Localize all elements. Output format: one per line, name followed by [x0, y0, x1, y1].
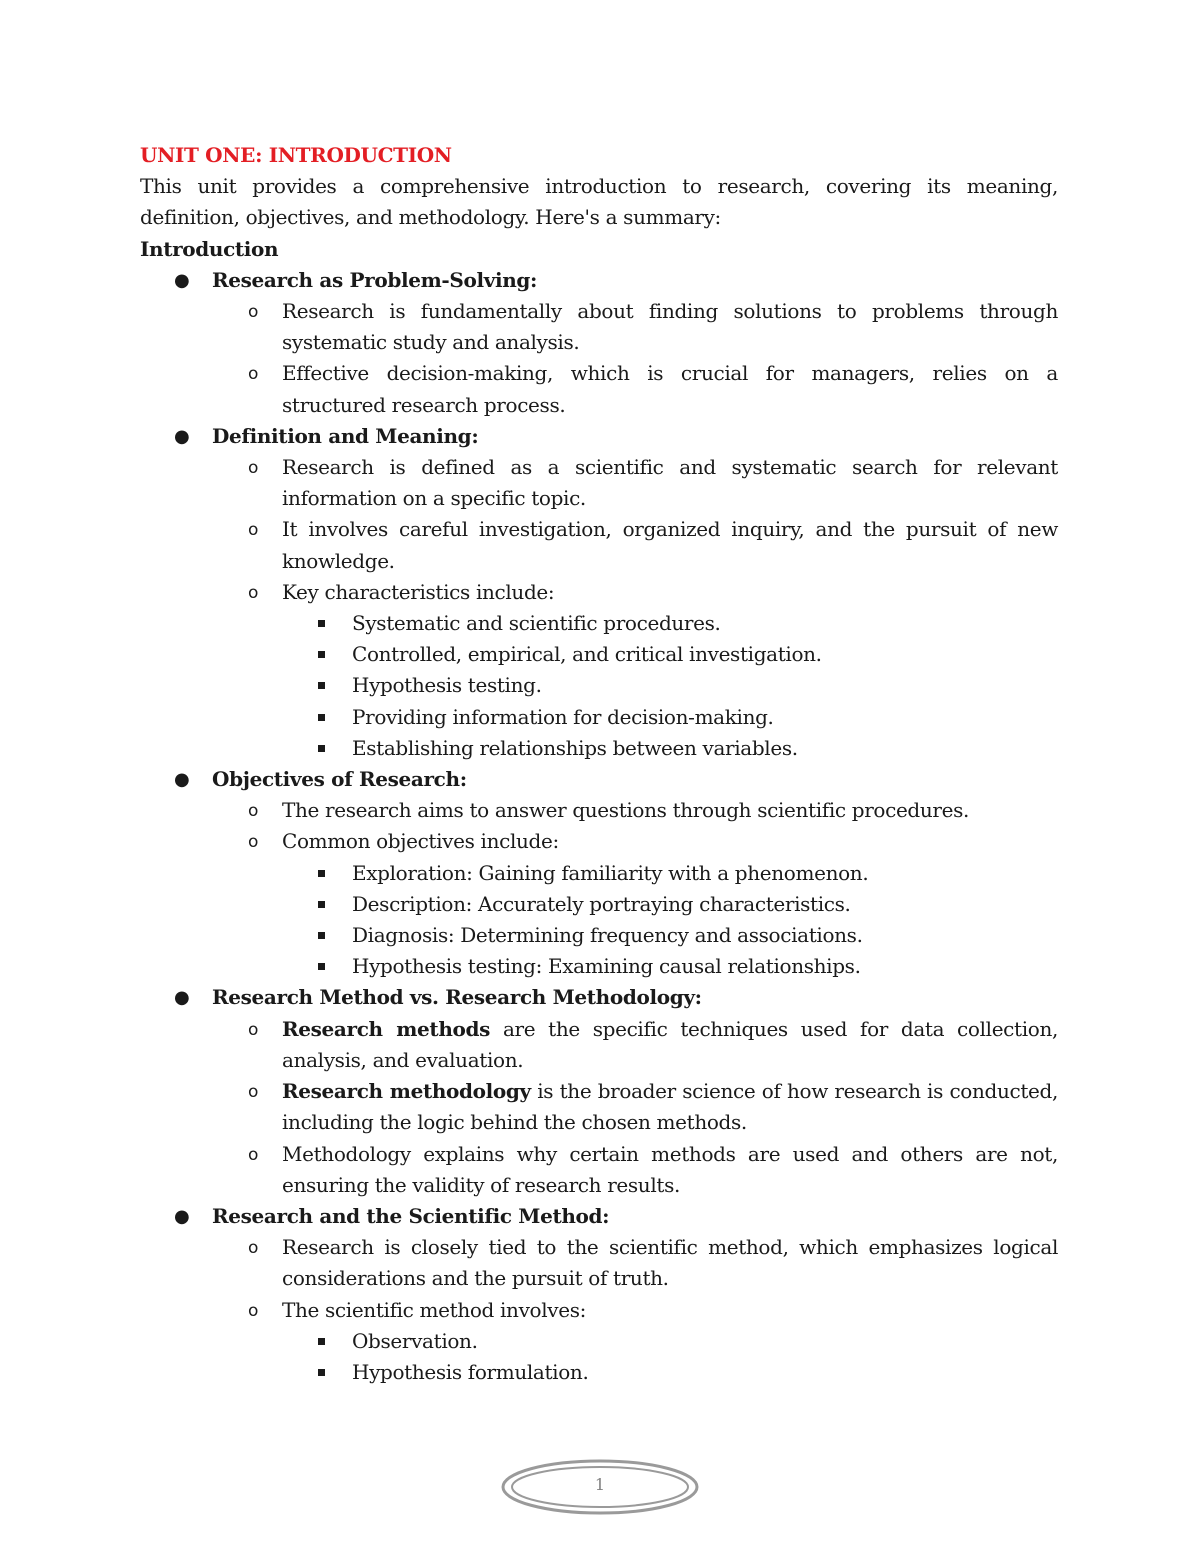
list-item: o The scientific method involves: Observation. Hypothesis formulation. [212, 1295, 1058, 1389]
sub-list-item: Establishing relationships between variables. [282, 733, 1058, 764]
list-item: o Research is closely tied to the scientific method, which emphasizes logical considerations and the pursuit of truth. [248, 1235, 1058, 1291]
sub-list-item: Providing information for decision-making. [282, 702, 1058, 733]
square-bullet-icon [318, 620, 325, 627]
bullet-icon: ● [174, 425, 190, 447]
list-item: o Effective decision-making, which is crucial for managers, relies on a structured research process. [248, 361, 1058, 417]
item-label: Objectives of Research: [212, 767, 467, 792]
list-item: o Methodology explains why certain methods are used and others are not, ensuring the validity of research results. [248, 1141, 1058, 1197]
list-item: o Research is defined as a scientific and systematic search for relevant information on a specific topic. [248, 455, 1058, 511]
square-bullet-icon [318, 745, 325, 752]
list-item: o The research aims to answer questions through scientific procedures. [212, 795, 1058, 826]
square-bullet-icon [318, 932, 325, 939]
list-item-method-vs-methodology [140, 982, 1058, 1200]
square-bullet-icon [318, 651, 325, 658]
circle-bullet-icon: o [248, 832, 259, 853]
circle-bullet-icon: o [248, 582, 259, 603]
square-bullet-icon [318, 1338, 325, 1345]
bullet-icon: ● [174, 1205, 190, 1227]
circle-bullet-icon: o [248, 1082, 259, 1103]
list-item: o It involves careful investigation, organized inquiry, and the pursuit of new knowledge. [248, 517, 1058, 573]
list-item: o Research methodology is the broader science of how research is conducted, including the logic behind the chosen methods. [248, 1079, 1058, 1135]
sub-list-item: Diagnosis: Determining frequency and associations. [282, 920, 1058, 951]
bullet-icon: ● [174, 769, 190, 791]
list-item: o Key characteristics include: Systematic and scientific procedures. Controlled, empirical, and critical investigation. Hypothesis testing. Providing information for decision-making. Establishing relationships between variables. [212, 577, 1058, 764]
sub-list-item: Hypothesis formulation. [282, 1357, 1058, 1388]
list-item: o Research methods are the specific techniques used for data collection, analysis, and evaluation. [248, 1016, 1058, 1072]
item-label: Research as Problem-Solving: [212, 267, 538, 292]
unit-title: UNIT ONE: INTRODUCTION [140, 143, 452, 167]
circle-bullet-icon: o [248, 1300, 259, 1321]
circle-bullet-icon: o [248, 801, 259, 822]
list-item: o Research is fundamentally about finding solutions to problems through systematic study and analysis. [248, 299, 1058, 355]
list-item: o Common objectives include: Exploration: Gaining familiarity with a phenomenon. Description: Accurately portraying characteristics. Diagnosis: Determining frequency and associations. Hypothesis testing: Examining causal relationships. [212, 826, 1058, 982]
circle-bullet-icon: o [248, 302, 259, 323]
circle-bullet-icon: o [248, 1144, 259, 1165]
sub-list-item: Controlled, empirical, and critical investigation. [282, 639, 1058, 670]
page-number: 1 [594, 1475, 606, 1494]
list-item-objectives [140, 764, 1058, 982]
sub-list-item: Exploration: Gaining familiarity with a phenomenon. [282, 858, 1058, 889]
circle-bullet-icon: o [248, 1238, 259, 1259]
sub-list-item: Hypothesis testing: Examining causal relationships. [282, 951, 1058, 982]
item-label: Research and the Scientific Method: [212, 1203, 610, 1228]
square-bullet-icon [318, 870, 325, 877]
square-bullet-icon [318, 682, 325, 689]
circle-bullet-icon: o [248, 364, 259, 385]
sub-list-item: Systematic and scientific procedures. [282, 608, 1058, 639]
square-bullet-icon [318, 901, 325, 908]
section-heading: Introduction [140, 236, 279, 261]
sub-list-item: Description: Accurately portraying characteristics. [282, 889, 1058, 920]
page-footer [500, 1458, 700, 1516]
circle-bullet-icon: o [248, 458, 259, 479]
square-bullet-icon [318, 1369, 325, 1376]
list-item-problem-solving [140, 265, 1058, 421]
item-label: Definition and Meaning: [212, 423, 479, 448]
bullet-icon: ● [174, 269, 190, 291]
item-label: Research Method vs. Research Methodology: [212, 985, 702, 1010]
circle-bullet-icon: o [248, 520, 259, 541]
square-bullet-icon [318, 714, 325, 721]
list-item-scientific-method [140, 1201, 1058, 1388]
document-page [140, 140, 1058, 1388]
square-bullet-icon [318, 963, 325, 970]
intro-paragraph: This unit provides a comprehensive introduction to research, covering its meaning, definition, objectives, and methodology. Here's a summary: [140, 174, 1058, 230]
bullet-icon: ● [174, 987, 190, 1009]
main-list [140, 265, 1058, 1388]
sub-list-item: Observation. [282, 1326, 1058, 1357]
list-item-definition [140, 421, 1058, 764]
sub-list-item: Hypothesis testing. [282, 670, 1058, 701]
circle-bullet-icon: o [248, 1019, 259, 1040]
